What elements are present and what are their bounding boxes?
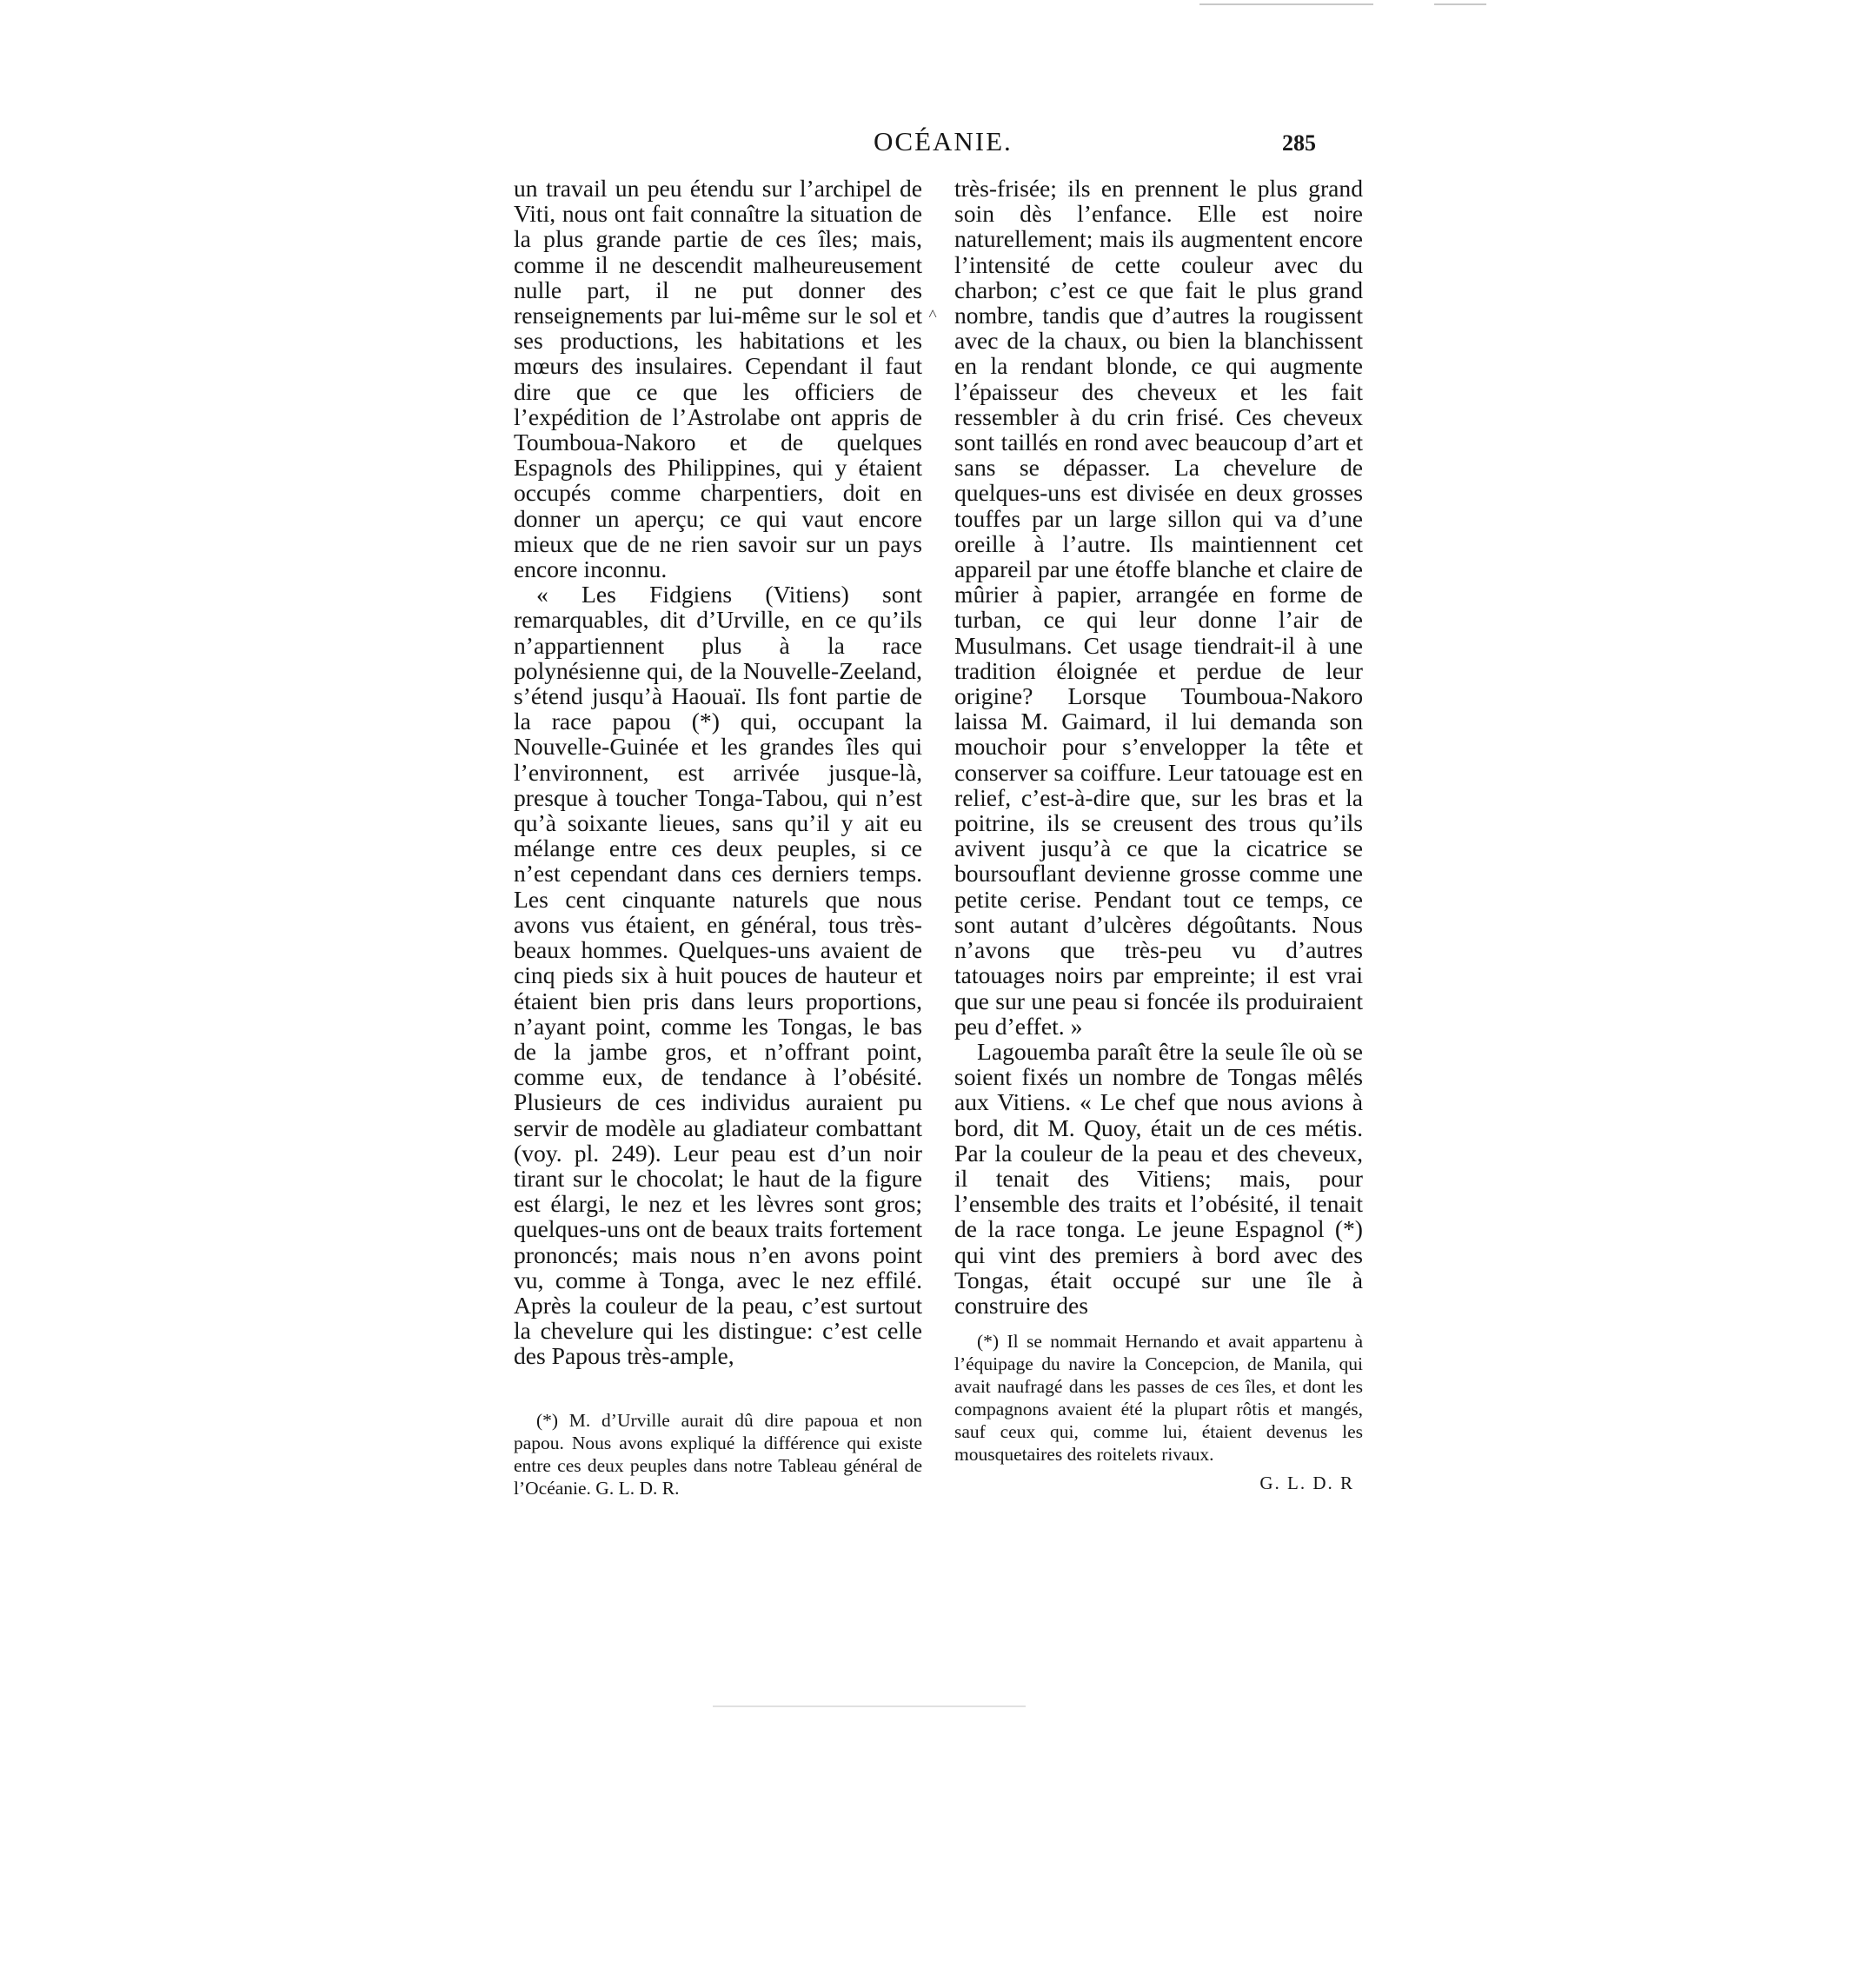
margin-mark: ˄ [928,305,938,322]
left-paragraph-2: « Les Fidgiens (Vitiens) sont remarquables, dit d’Urville, en ce qu’ils n’appartiennent plus à la race polynésienne qui, de la Nouvelle-Zeeland, s’étend jusqu’à Haouaï. Ils font partie de la race papou (*) qui, occupant la Nouvelle-Guinée et les grandes îles qui l’environnent, est arrivée jusque-là, presque à toucher Tonga-Tabou, qui n’est qu’à soixante lieues, sans qu’il y ait eu mélange entre ces deux peuples, si ce n’est cependant dans ces derniers temps. Les cent cinquante naturels que nous avons vus étaient, en général, tous très-beaux hommes. Quelques-uns avaient de cinq pieds six à huit pouces de hauteur et étaient bien pris dans leurs proportions, n’ayant point, comme les Tongas, le bas de la jambe gros, et n’offrant point, comme eux, de tendance à l’obésité. Plusieurs de ces individus auraient pu servir de modèle au gladiateur combattant (voy. pl. 249). Leur peau est d’un noir tirant sur le chocolat; le haut de la figure est élargi, le nez et les lèvres sont gros; quelques-uns ont de beaux traits fortement prononcés; mais nous n’en avons point vu, comme à Tonga, avec le nez effilé. Après la couleur de la peau, c’est surtout la chevelure qui les distingue: c’est celle des Papous très-ample, [514,581,922,1370]
right-paragraph-1: très-frisée; ils en prennent le plus grand soin dès l’enfance. Elle est noire naturellement; mais ils augmentent encore l’intensité de cette couleur avec du charbon; c’est ce que fait le plus grand nombre, tandis que d’autres la rougissent avec de la chaux, ou bien la blanchissent en la rendant blonde, ce qui augmente l’épaisseur des cheveux et les fait ressembler à du crin frisé. Ces cheveux sont taillés en rond avec beaucoup d’art et sans se dépasser. La chevelure de quelques-uns est divisée en deux grosses touffes par un large sillon qui va d’une oreille à l’autre. Ils maintiennent cet appareil par une étoffe blanche et claire de mûrier à papier, arrangée en forme de turban, ce qui leur donne l’air de Musulmans. Cet usage tiendrait-il à une tradition éloignée et perdue de leur origine? Lorsque Toumboua-Nakoro laissa M. Gaimard, il lui demanda son mouchoir pour s’envelopper la tête et conserver sa coiffure. Leur tatouage est en relief, c’est-à-dire que, sur les bras et la poitrine, ils se creusent des trous qu’ils avivent jusqu’à ce que la cicatrice se boursouflant devienne grosse comme une petite cerise. Pendant tout ce temps, ce sont autant d’ulcères dégoûtants. Nous n’avons que très-peu vu d’autres tatouages noirs par empreinte; il est vrai que sur une peau si foncée ils produiraient peu d’effet. » [954,175,1363,1040]
left-paragraph-1: un travail un peu étendu sur l’archipel de Viti, nous ont fait connaître la situation de la plus grande partie de ces îles; mais, comme il ne descendit malheureusement nulle part, il ne put donner des renseignements par lui-même sur le sol et ses productions, les habitations et les mœurs des insulaires. Cependant il faut dire que ce que les officiers de l’expédition de l’Astrolabe ont appris de Toumboua-Nakoro et de quelques Espagnols des Philippines, qui y étaient occupés comme charpentiers, doit en donner un aperçu; ce qui vaut encore mieux que de ne rien savoir sur un pays encore inconnu. [514,175,922,583]
scan-artifact-bottom [713,1705,1026,1707]
right-footnote: (*) Il se nommait Hernando et avait appartenu à l’équipage du navire la Concepcion, de Manila, qui avait naufragé dans les passes de ces îles, et dont les compagnons avaient été la plupart rôtis et mangés, sauf ceux qui, comme lui, étaient devenus les mousquetaires des roitelets rivaux. [954,1331,1363,1466]
right-footnote-signature: G. L. D. R [1259,1473,1354,1494]
scan-artifact-top-right [1434,3,1486,5]
left-column [514,176,922,1499]
right-column [954,176,1363,1496]
scan-artifact-top [1199,3,1373,5]
page-number: 285 [1282,130,1316,156]
right-paragraph-2: Lagouemba paraît être la seule île où se soient fixés un nombre de Tongas mêlés aux Vitiens. « Le chef que nous avions à bord, dit M. Quoy, était un de ces métis. Par la couleur de la peau et des cheveux, il tenait des Vitiens; mais, pour l’ensemble des traits et l’obésité, il tenait de la race tonga. Le jeune Espagnol (*) qui vint des premiers à bord avec des Tongas, était occupé sur une île à construire des [954,1037,1363,1319]
left-footnote: (*) M. d’Urville aurait dû dire papoua et non papou. Nous avons expliqué la différence qui existe entre ces deux peuples dans notre Tableau général de l’Océanie. G. L. D. R. [514,1409,922,1499]
running-head-title: OCÉANIE. [874,126,1013,156]
